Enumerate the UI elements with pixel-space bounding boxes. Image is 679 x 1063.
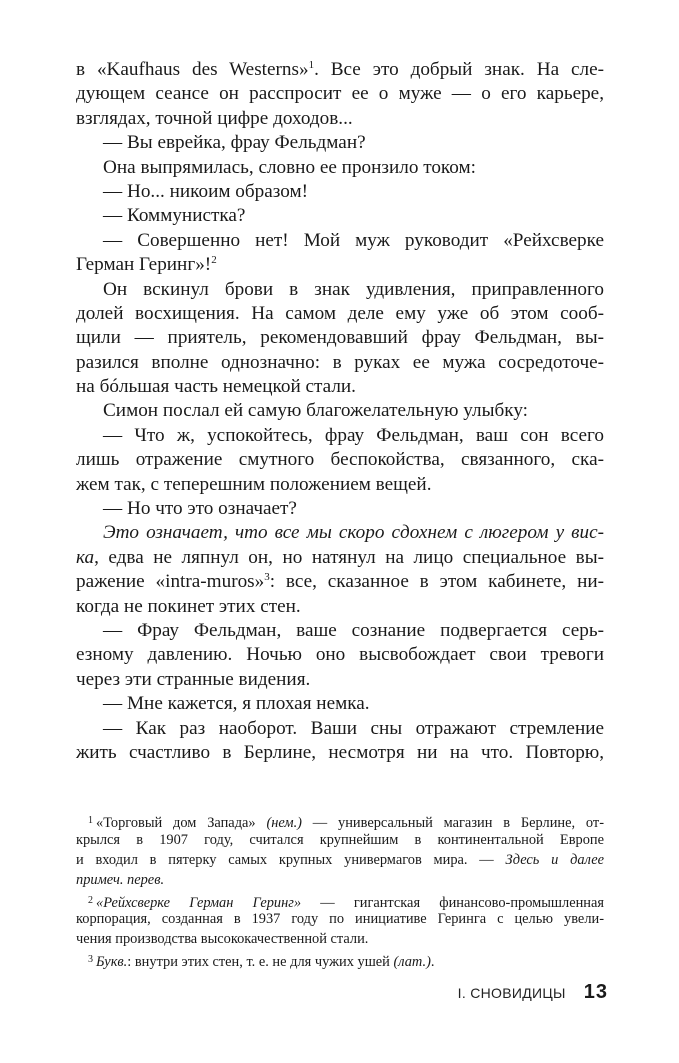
- text-run: — гигантская финансово-промышленная: [301, 894, 604, 911]
- footnote-number: 3: [88, 953, 93, 965]
- footnote-line: [76, 930, 604, 950]
- body-line: [76, 521, 604, 545]
- italic-text: (лат.): [393, 953, 431, 970]
- body-line: [76, 107, 604, 131]
- body-line: [76, 717, 604, 741]
- book-page: [76, 58, 604, 970]
- text-run: лишь отражение смутного беспокойства, связанного, ска-: [76, 449, 604, 471]
- text-run: — Фрау Фельдман, ваше сознание подвергается серь-: [103, 619, 604, 641]
- body-line: [76, 448, 604, 472]
- footnote-line: [76, 811, 604, 831]
- footnote-line: [76, 891, 604, 911]
- footnote-number: 2: [88, 894, 93, 906]
- footnote-marker: 1: [308, 59, 315, 71]
- text-run: Герман Геринг»!: [76, 254, 212, 276]
- text-run: — Но что это означает?: [103, 498, 297, 520]
- footnotes: [76, 811, 604, 969]
- text-run: «Торговый дом Запада»: [96, 815, 267, 832]
- text-run: , едва не ляпнул он, но натянул на лицо специальное вы-: [94, 546, 604, 568]
- footnote-marker: 3: [264, 571, 270, 584]
- body-line: [76, 131, 604, 155]
- body-line: [76, 58, 604, 82]
- body-line: [76, 619, 604, 643]
- text-run: — Но... никоим образом!: [103, 180, 308, 202]
- body-line: [76, 497, 604, 521]
- text-run: — Совершенно нет! Мой муж руководит «Рейхсверке: [103, 229, 604, 251]
- body-line: [76, 473, 604, 497]
- body-line: [76, 180, 604, 204]
- text-run: крылся в 1907 году, считался крупнейшим в континентальной Европе: [76, 832, 604, 849]
- text-run: жем так, с теперешним положением вещей.: [76, 473, 432, 495]
- body-line: [76, 399, 604, 423]
- body-line: [76, 253, 604, 277]
- text-run: : внутри этих стен, т. е. не для чужих ушей: [127, 953, 394, 970]
- italic-text: Букв.: [96, 953, 128, 970]
- text-run: ражение «intra-muros»: [76, 571, 265, 593]
- body-line: [76, 741, 604, 765]
- italic-text: Здесь и далее: [505, 851, 604, 868]
- text-run: езному давлению. Ночью оно высвобождает свои тревоги: [76, 644, 604, 666]
- body-line: [76, 643, 604, 667]
- body-line: [76, 204, 604, 228]
- body-line: [76, 668, 604, 692]
- body-line: [76, 229, 604, 253]
- text-run: корпорация, созданная в 1937 году по инициативе Геринга с целью увели-: [76, 911, 604, 928]
- text-run: чения производства высококачественной стали.: [76, 931, 369, 948]
- text-run: разился вполне однозначно: в руках ее мужа сосредоточе-: [76, 351, 604, 373]
- italic-text: Это означает, что все мы скоро сдохнем с люгером у вис-: [103, 522, 604, 544]
- italic-text: ка: [76, 546, 95, 568]
- running-chapter-title: I. СНОВИДИЦЫ: [457, 985, 566, 1001]
- text-run: .: [430, 953, 435, 970]
- text-run: Симон послал ей самую благожелательную улыбку:: [103, 400, 528, 422]
- text-run: — Что ж, успокойтесь, фрау Фельдман, ваш сон всего: [103, 424, 604, 446]
- body-line: [76, 424, 604, 448]
- footnote-marker: 2: [211, 254, 217, 267]
- footnote-line: [76, 831, 604, 851]
- body-text: [76, 58, 604, 765]
- text-run: : все, сказанное в этом кабинете, ни-: [269, 571, 605, 593]
- body-line: [76, 570, 604, 594]
- text-run: . Все это добрый знак. На сле-: [314, 59, 604, 80]
- text-run: Он вскинул брови в знак удивления, приправленного: [103, 278, 604, 300]
- body-line: [76, 302, 604, 326]
- text-run: на бóльшая часть немецкой стали.: [76, 376, 356, 398]
- body-line: [76, 351, 604, 375]
- body-line: [76, 375, 604, 399]
- footnote-line: [76, 851, 604, 871]
- body-line: [76, 595, 604, 619]
- text-run: щили — приятель, рекомендовавший фрау Фельдман, вы-: [76, 327, 604, 349]
- text-run: — Как раз наоборот. Ваши сны отражают стремление: [103, 717, 604, 739]
- body-line: [76, 278, 604, 302]
- text-run: и входил в пятерку самых крупных универмагов мира. —: [76, 851, 506, 868]
- body-line: [76, 546, 604, 570]
- body-line: [76, 156, 604, 180]
- footnote-number: 1: [88, 815, 93, 827]
- body-line: [76, 692, 604, 716]
- text-run: — Коммунистка?: [103, 205, 246, 227]
- text-run: дующем сеансе он расспросит ее о муже — о его карьере,: [76, 83, 604, 105]
- text-run: — универсальный магазин в Берлине, от-: [301, 815, 604, 832]
- text-run: взглядах, точной цифре доходов...: [76, 107, 353, 129]
- italic-text: примеч. перев.: [76, 871, 165, 888]
- text-run: когда не покинет этих стен.: [76, 595, 301, 617]
- text-run: — Вы еврейка, фрау Фельдман?: [103, 132, 366, 154]
- text-run: Она выпрямилась, словно ее пронзило током:: [103, 156, 476, 178]
- text-run: в «Kaufhaus des Westerns»: [76, 59, 309, 80]
- footnote-line: [76, 871, 604, 891]
- italic-text: (нем.): [266, 815, 302, 832]
- text-run: через эти странные видения.: [76, 668, 311, 690]
- italic-text: «Рейхсверке Герман Геринг»: [96, 894, 302, 911]
- body-line: [76, 82, 604, 106]
- text-run: — Мне кажется, я плохая немка.: [103, 693, 370, 715]
- footnote-line: [76, 950, 604, 970]
- page-number: 13: [583, 981, 608, 1003]
- page-footer: [430, 981, 608, 1004]
- footnote-line: [76, 910, 604, 930]
- text-run: долей восхищения. На самом деле ему уже об этом сооб-: [76, 302, 604, 324]
- body-line: [76, 326, 604, 350]
- text-run: жить счастливо в Берлине, несмотря ни на что. Повторю,: [76, 741, 604, 763]
